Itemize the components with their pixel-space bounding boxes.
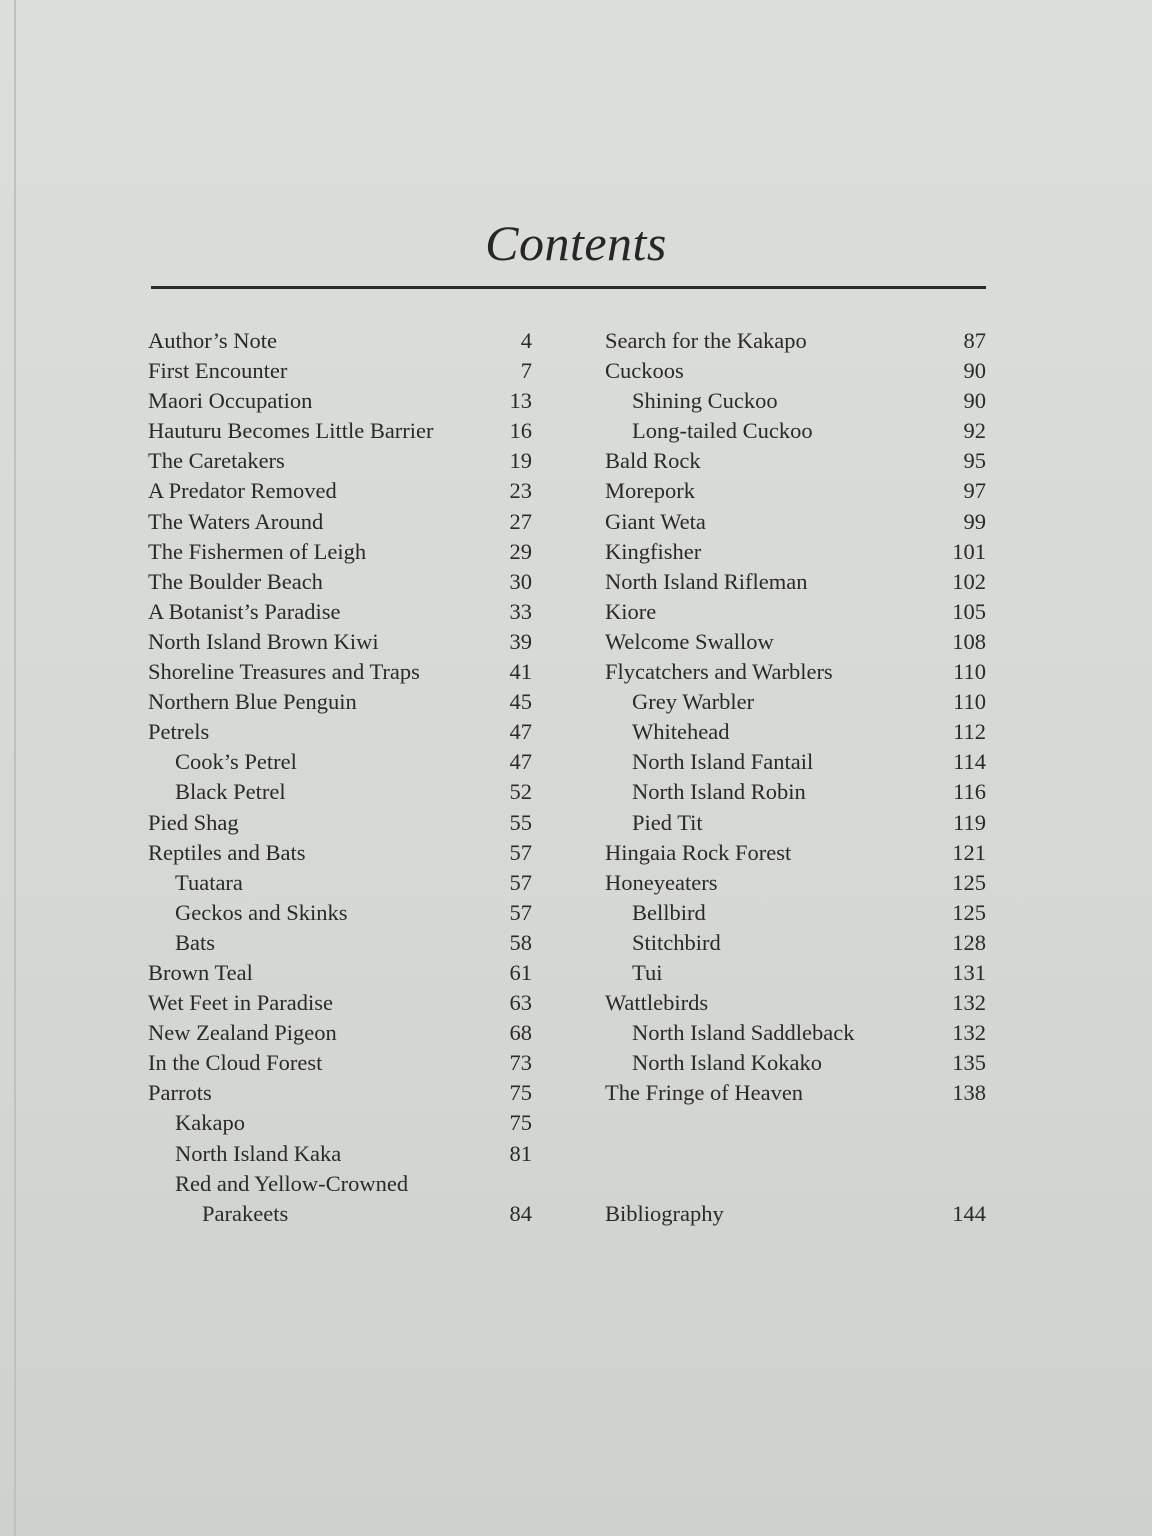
toc-entry[interactable] xyxy=(148,567,532,597)
toc-entry-title: Morepork xyxy=(605,478,695,504)
toc-entry-page: 119 xyxy=(953,809,986,835)
toc-entry-page: 47 xyxy=(509,749,532,775)
toc-entry-title: North Island Kokako xyxy=(632,1050,822,1076)
toc-entry-page: 132 xyxy=(952,1020,986,1046)
toc-entry-title: New Zealand Pigeon xyxy=(148,1020,337,1046)
toc-entry-title: Petrels xyxy=(148,719,210,745)
toc-entry[interactable] xyxy=(605,356,986,386)
toc-entry[interactable] xyxy=(148,1018,532,1048)
toc-subentry-continuation[interactable] xyxy=(148,1199,532,1229)
toc-entry[interactable] xyxy=(148,808,532,838)
toc-entry[interactable] xyxy=(148,416,532,446)
toc-entry-page: 63 xyxy=(509,990,532,1016)
toc-entry[interactable] xyxy=(605,597,986,627)
toc-subentry[interactable] xyxy=(148,928,532,958)
toc-subentry[interactable] xyxy=(148,1108,532,1138)
toc-entry-title: A Botanist’s Paradise xyxy=(148,598,341,624)
toc-subentry[interactable] xyxy=(148,868,532,898)
toc-entry[interactable] xyxy=(148,838,532,868)
toc-entry-title: Flycatchers and Warblers xyxy=(605,659,833,685)
toc-entry-page: 102 xyxy=(952,568,986,594)
toc-entry-title: Bats xyxy=(175,929,216,955)
toc-subentry[interactable] xyxy=(605,808,986,838)
toc-entry-title: Author’s Note xyxy=(148,328,277,353)
toc-entry[interactable] xyxy=(148,386,532,416)
toc-entry-title: Hauturu Becomes Little Barrier xyxy=(148,418,434,444)
toc-entry[interactable] xyxy=(148,1078,532,1108)
toc-entry-title: Tui xyxy=(632,959,663,985)
toc-entry-page: 75 xyxy=(509,1110,532,1136)
toc-entry[interactable] xyxy=(148,597,532,627)
toc-entry-title: Grey Warbler xyxy=(632,689,755,715)
toc-entry[interactable] xyxy=(605,838,986,868)
toc-entry-title: North Island Kaka xyxy=(175,1140,342,1166)
toc-entry[interactable] xyxy=(605,476,986,506)
toc-subentry[interactable] xyxy=(605,898,986,928)
toc-entry[interactable] xyxy=(148,687,532,717)
toc-subentry[interactable] xyxy=(148,1139,532,1169)
toc-entry-page: 45 xyxy=(509,689,532,715)
toc-subentry[interactable] xyxy=(605,717,986,747)
toc-entry-title: North Island Rifleman xyxy=(605,568,808,594)
toc-entry-page: 87 xyxy=(963,328,986,353)
toc-entry-page: 99 xyxy=(963,508,986,534)
toc-entry-page: 73 xyxy=(509,1050,532,1076)
toc-entry-title: Bald Rock xyxy=(605,448,701,474)
toc-entry[interactable] xyxy=(605,988,986,1018)
toc-entry-page: 68 xyxy=(509,1020,532,1046)
toc-entry-page: 13 xyxy=(509,388,532,414)
toc-entry-title: Tuatara xyxy=(175,869,243,895)
toc-entry-page: 81 xyxy=(509,1140,532,1166)
toc-subentry[interactable] xyxy=(605,747,986,777)
toc-entry-title: Pied Shag xyxy=(148,809,239,835)
toc-entry[interactable] xyxy=(605,567,986,597)
toc-entry-page: 27 xyxy=(509,508,532,534)
toc-entry-title: Giant Weta xyxy=(605,508,706,534)
toc-entry-title: Geckos and Skinks xyxy=(175,899,348,925)
toc-entry-title: Bellbird xyxy=(632,899,706,925)
toc-entry-page: 105 xyxy=(952,598,986,624)
toc-entry-page: 138 xyxy=(952,1080,986,1106)
toc-subentry[interactable] xyxy=(605,416,986,446)
toc-entry-page: 135 xyxy=(952,1050,986,1076)
toc-entry-title: Reptiles and Bats xyxy=(148,839,306,865)
toc-entry-page: 131 xyxy=(952,959,986,985)
toc-entry-title: A Predator Removed xyxy=(148,478,337,504)
toc-entry[interactable] xyxy=(605,537,986,567)
toc-entry-title: Hingaia Rock Forest xyxy=(605,839,792,865)
title-rule xyxy=(151,286,986,289)
toc-entry-title: North Island Brown Kiwi xyxy=(148,628,379,654)
toc-entry-page: 144 xyxy=(952,1201,986,1226)
toc-entry-page: 84 xyxy=(509,1200,532,1226)
toc-entry-page: 23 xyxy=(509,478,532,504)
toc-entry-title: The Waters Around xyxy=(148,508,324,534)
toc-entry-page: 47 xyxy=(509,719,532,745)
toc-entry-page: 75 xyxy=(509,1080,532,1106)
toc-entry-title: Black Petrel xyxy=(175,779,286,805)
toc-entry-title: Cuckoos xyxy=(605,358,684,384)
toc-entry[interactable] xyxy=(605,446,986,476)
toc-entry[interactable] xyxy=(148,446,532,476)
toc-entry-title: The Fringe of Heaven xyxy=(605,1080,804,1106)
toc-entry-page: 112 xyxy=(953,719,986,745)
toc-subentry[interactable] xyxy=(148,1169,532,1199)
toc-entry-title: The Boulder Beach xyxy=(148,568,323,594)
toc-entry[interactable] xyxy=(148,988,532,1018)
toc-entry-title: Whitehead xyxy=(632,719,730,745)
toc-entry-title: First Encounter xyxy=(148,358,288,384)
toc-entry[interactable] xyxy=(605,326,986,356)
toc-entry-page: 97 xyxy=(963,478,986,504)
toc-entry-title: Brown Teal xyxy=(148,959,253,985)
toc-entry-page: 90 xyxy=(963,358,986,384)
toc-entry[interactable] xyxy=(605,868,986,898)
toc-entry-title: Shining Cuckoo xyxy=(632,388,778,414)
toc-entry[interactable] xyxy=(605,1078,986,1108)
toc-subentry[interactable] xyxy=(605,687,986,717)
toc-entry[interactable] xyxy=(605,507,986,537)
toc-entry-title: North Island Fantail xyxy=(632,749,814,775)
toc-subentry[interactable] xyxy=(605,928,986,958)
toc-entry-title: North Island Robin xyxy=(632,779,806,805)
toc-entry-title: North Island Saddleback xyxy=(632,1020,855,1046)
contents-right-column xyxy=(605,326,986,1226)
toc-subentry[interactable] xyxy=(605,777,986,807)
toc-entry-title: Search for the Kakapo xyxy=(605,328,807,353)
toc-entry[interactable] xyxy=(148,627,532,657)
toc-entry-page: 16 xyxy=(509,418,532,444)
toc-entry[interactable] xyxy=(148,1048,532,1078)
toc-entry-page: 132 xyxy=(952,990,986,1016)
toc-entry-page: 52 xyxy=(509,779,532,805)
toc-entry[interactable] xyxy=(605,657,986,687)
toc-entry-page: 92 xyxy=(963,418,986,444)
toc-entry-title: Wet Feet in Paradise xyxy=(148,990,334,1016)
toc-entry-page: 110 xyxy=(953,689,986,715)
toc-entry-title: Kakapo xyxy=(175,1110,245,1136)
toc-entry-page: 121 xyxy=(952,839,986,865)
toc-entry-title: Cook’s Petrel xyxy=(175,749,297,775)
toc-entry-page: 125 xyxy=(952,899,986,925)
toc-entry-page: 39 xyxy=(509,628,532,654)
toc-entry-page: 95 xyxy=(963,448,986,474)
toc-subentry[interactable] xyxy=(148,777,532,807)
toc-entry-page: 125 xyxy=(952,869,986,895)
toc-entry[interactable] xyxy=(148,356,532,386)
toc-entry-title: Stitchbird xyxy=(632,929,721,955)
toc-entry-title: Honeyeaters xyxy=(605,869,718,895)
toc-entry-page: 128 xyxy=(952,929,986,955)
toc-entry-title: Parakeets xyxy=(202,1200,289,1226)
toc-entry-title: Kiore xyxy=(605,598,657,624)
toc-entry-page: 4 xyxy=(520,328,532,353)
toc-entry[interactable] xyxy=(148,507,532,537)
toc-entry-page: 116 xyxy=(953,779,986,805)
toc-subentry[interactable] xyxy=(605,1048,986,1078)
page-title: Contents xyxy=(485,215,667,271)
toc-entry-title: Wattlebirds xyxy=(605,990,709,1016)
contents-left-column xyxy=(148,326,532,1229)
toc-subentry[interactable] xyxy=(148,898,532,928)
toc-entry-page: 110 xyxy=(953,659,986,685)
toc-entry-page: 7 xyxy=(520,358,532,384)
toc-entry[interactable] xyxy=(148,476,532,506)
toc-entry-page: 108 xyxy=(952,628,986,654)
toc-entry-title: Pied Tit xyxy=(632,809,703,835)
toc-entry-page: 41 xyxy=(509,659,532,685)
toc-entry-title: The Fishermen of Leigh xyxy=(148,538,367,564)
toc-entry-title: Kingfisher xyxy=(605,538,702,564)
toc-entry[interactable] xyxy=(148,717,532,747)
toc-entry-page: 57 xyxy=(509,899,532,925)
toc-entry-title: Red and Yellow-Crowned xyxy=(175,1170,409,1196)
toc-entry-title: Welcome Swallow xyxy=(605,628,774,654)
toc-entry-title: In the Cloud Forest xyxy=(148,1050,323,1076)
toc-entry-title: Northern Blue Penguin xyxy=(148,689,357,715)
toc-entry-page: 101 xyxy=(952,538,986,564)
toc-entry-page: 55 xyxy=(509,809,532,835)
toc-entry-page: 114 xyxy=(953,749,986,775)
toc-entry-page: 57 xyxy=(509,869,532,895)
toc-entry-title: The Caretakers xyxy=(148,448,285,474)
toc-entry-title: Shoreline Treasures and Traps xyxy=(148,659,420,685)
toc-entry-page: 90 xyxy=(963,388,986,414)
toc-subentry[interactable] xyxy=(605,1018,986,1048)
toc-entry-title: Bibliography xyxy=(605,1201,724,1226)
toc-entry-title: Parrots xyxy=(148,1080,212,1106)
toc-entry[interactable] xyxy=(148,326,532,356)
toc-entry-page: 19 xyxy=(509,448,532,474)
toc-entry-page: 57 xyxy=(509,839,532,865)
toc-entry-page: 30 xyxy=(509,568,532,594)
toc-subentry[interactable] xyxy=(605,386,986,416)
toc-entry[interactable] xyxy=(605,627,986,657)
toc-subentry[interactable] xyxy=(605,958,986,988)
toc-entry-page: 29 xyxy=(509,538,532,564)
toc-entry-page: 58 xyxy=(509,929,532,955)
toc-entry-title: Maori Occupation xyxy=(148,388,313,414)
toc-entry-page: 61 xyxy=(509,959,532,985)
toc-entry-page: 33 xyxy=(509,598,532,624)
toc-entry[interactable] xyxy=(148,537,532,567)
toc-subentry[interactable] xyxy=(148,747,532,777)
toc-entry-bibliography[interactable] xyxy=(605,1199,986,1229)
toc-entry[interactable] xyxy=(148,958,532,988)
toc-entry[interactable] xyxy=(148,657,532,687)
toc-entry-title: Long-tailed Cuckoo xyxy=(632,418,813,444)
